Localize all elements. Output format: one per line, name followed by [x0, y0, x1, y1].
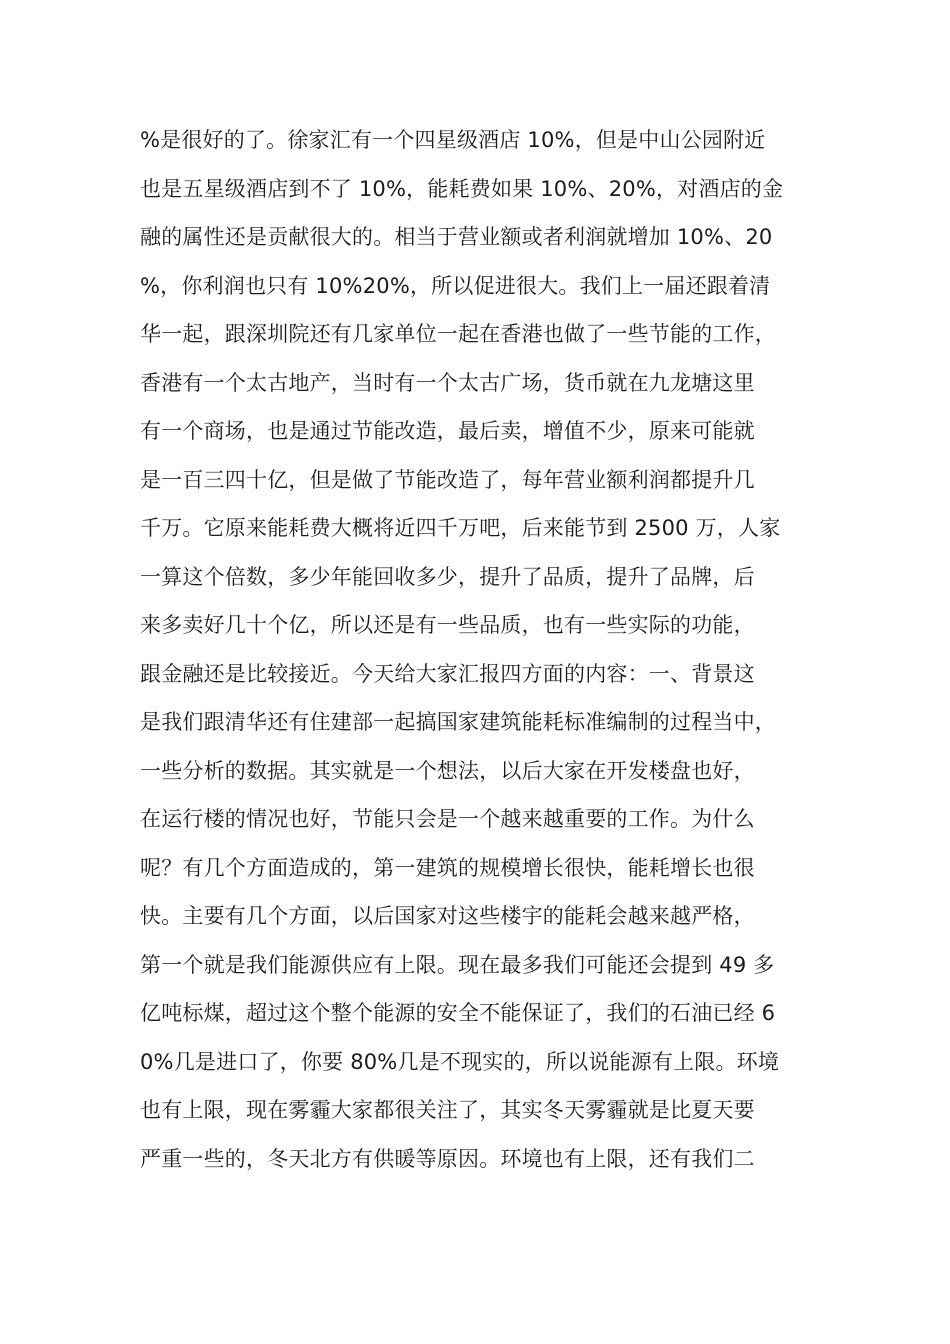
text-line: 华一起，跟深圳院还有几家单位一起在香港也做了一些节能的工作， — [140, 322, 776, 346]
text-line: 第一个就是我们能源供应有上限。现在最多我们可能还会提到 49 多 — [140, 952, 775, 977]
text-line: 千万。它原来能耗费大概将近四千万吧，后来能节到 2500 万，人家 — [140, 516, 781, 540]
text-line: 快。主要有几个方面，以后国家对这些楼宇的能耗会越来越严格， — [140, 904, 755, 928]
text-line: 是我们跟清华还有住建部一起搞国家建筑能耗标准编制的过程当中， — [140, 710, 776, 734]
text-line: 亿吨标煤，超过这个整个能源的安全不能保证了，我们的石油已经 6 — [140, 1001, 776, 1025]
document-body — [140, 116, 820, 1183]
text-line: 一些分析的数据。其实就是一个想法，以后大家在开发楼盘也好， — [140, 758, 755, 783]
text-line: 是一百三四十亿，但是做了节能改造了，每年营业额利润都提升几 — [140, 467, 755, 492]
text-line: 也是五星级酒店到不了 10%，能耗费如果 10%、20%，对酒店的金 — [140, 176, 784, 201]
text-line: 严重一些的，冬天北方有供暖等原因。环境也有上限，还有我们二 — [140, 1146, 755, 1171]
text-line: 香港有一个太古地产，当时有一个太古广场，货币就在九龙塘这里 — [140, 370, 755, 395]
text-line: 在运行楼的情况也好，节能只会是一个越来越重要的工作。为什么 — [140, 807, 755, 831]
text-line: 也有上限，现在雾霾大家都很关注了，其实冬天雾霾就是比夏天要 — [140, 1098, 755, 1122]
text-line: 呢？有几个方面造成的，第一建筑的规模增长很快，能耗增长也很 — [140, 855, 755, 880]
text-line: %，你利润也只有 10%20%，所以促进很大。我们上一届还跟着清 — [140, 273, 771, 298]
text-line: 有一个商场，也是通过节能改造，最后卖，增值不少，原来可能就 — [140, 419, 755, 443]
text-line: 0%几是进口了，你要 80%几是不现实的，所以说能源有上限。环境 — [140, 1049, 780, 1074]
text-line: 来多卖好几十个亿，所以还是有一些品质，也有一些实际的功能， — [140, 613, 755, 637]
text-line: 融的属性还是贡献很大的。相当于营业额或者利润就增加 10%、20 — [140, 225, 773, 249]
text-line: %是很好的了。徐家汇有一个四星级酒店 10%，但是中山公园附近 — [140, 128, 766, 152]
text-line: 跟金融还是比较接近。今天给大家汇报四方面的内容：一、背景这 — [140, 661, 755, 686]
text-line: 一算这个倍数，多少年能回收多少，提升了品质，提升了品牌，后 — [140, 564, 755, 589]
